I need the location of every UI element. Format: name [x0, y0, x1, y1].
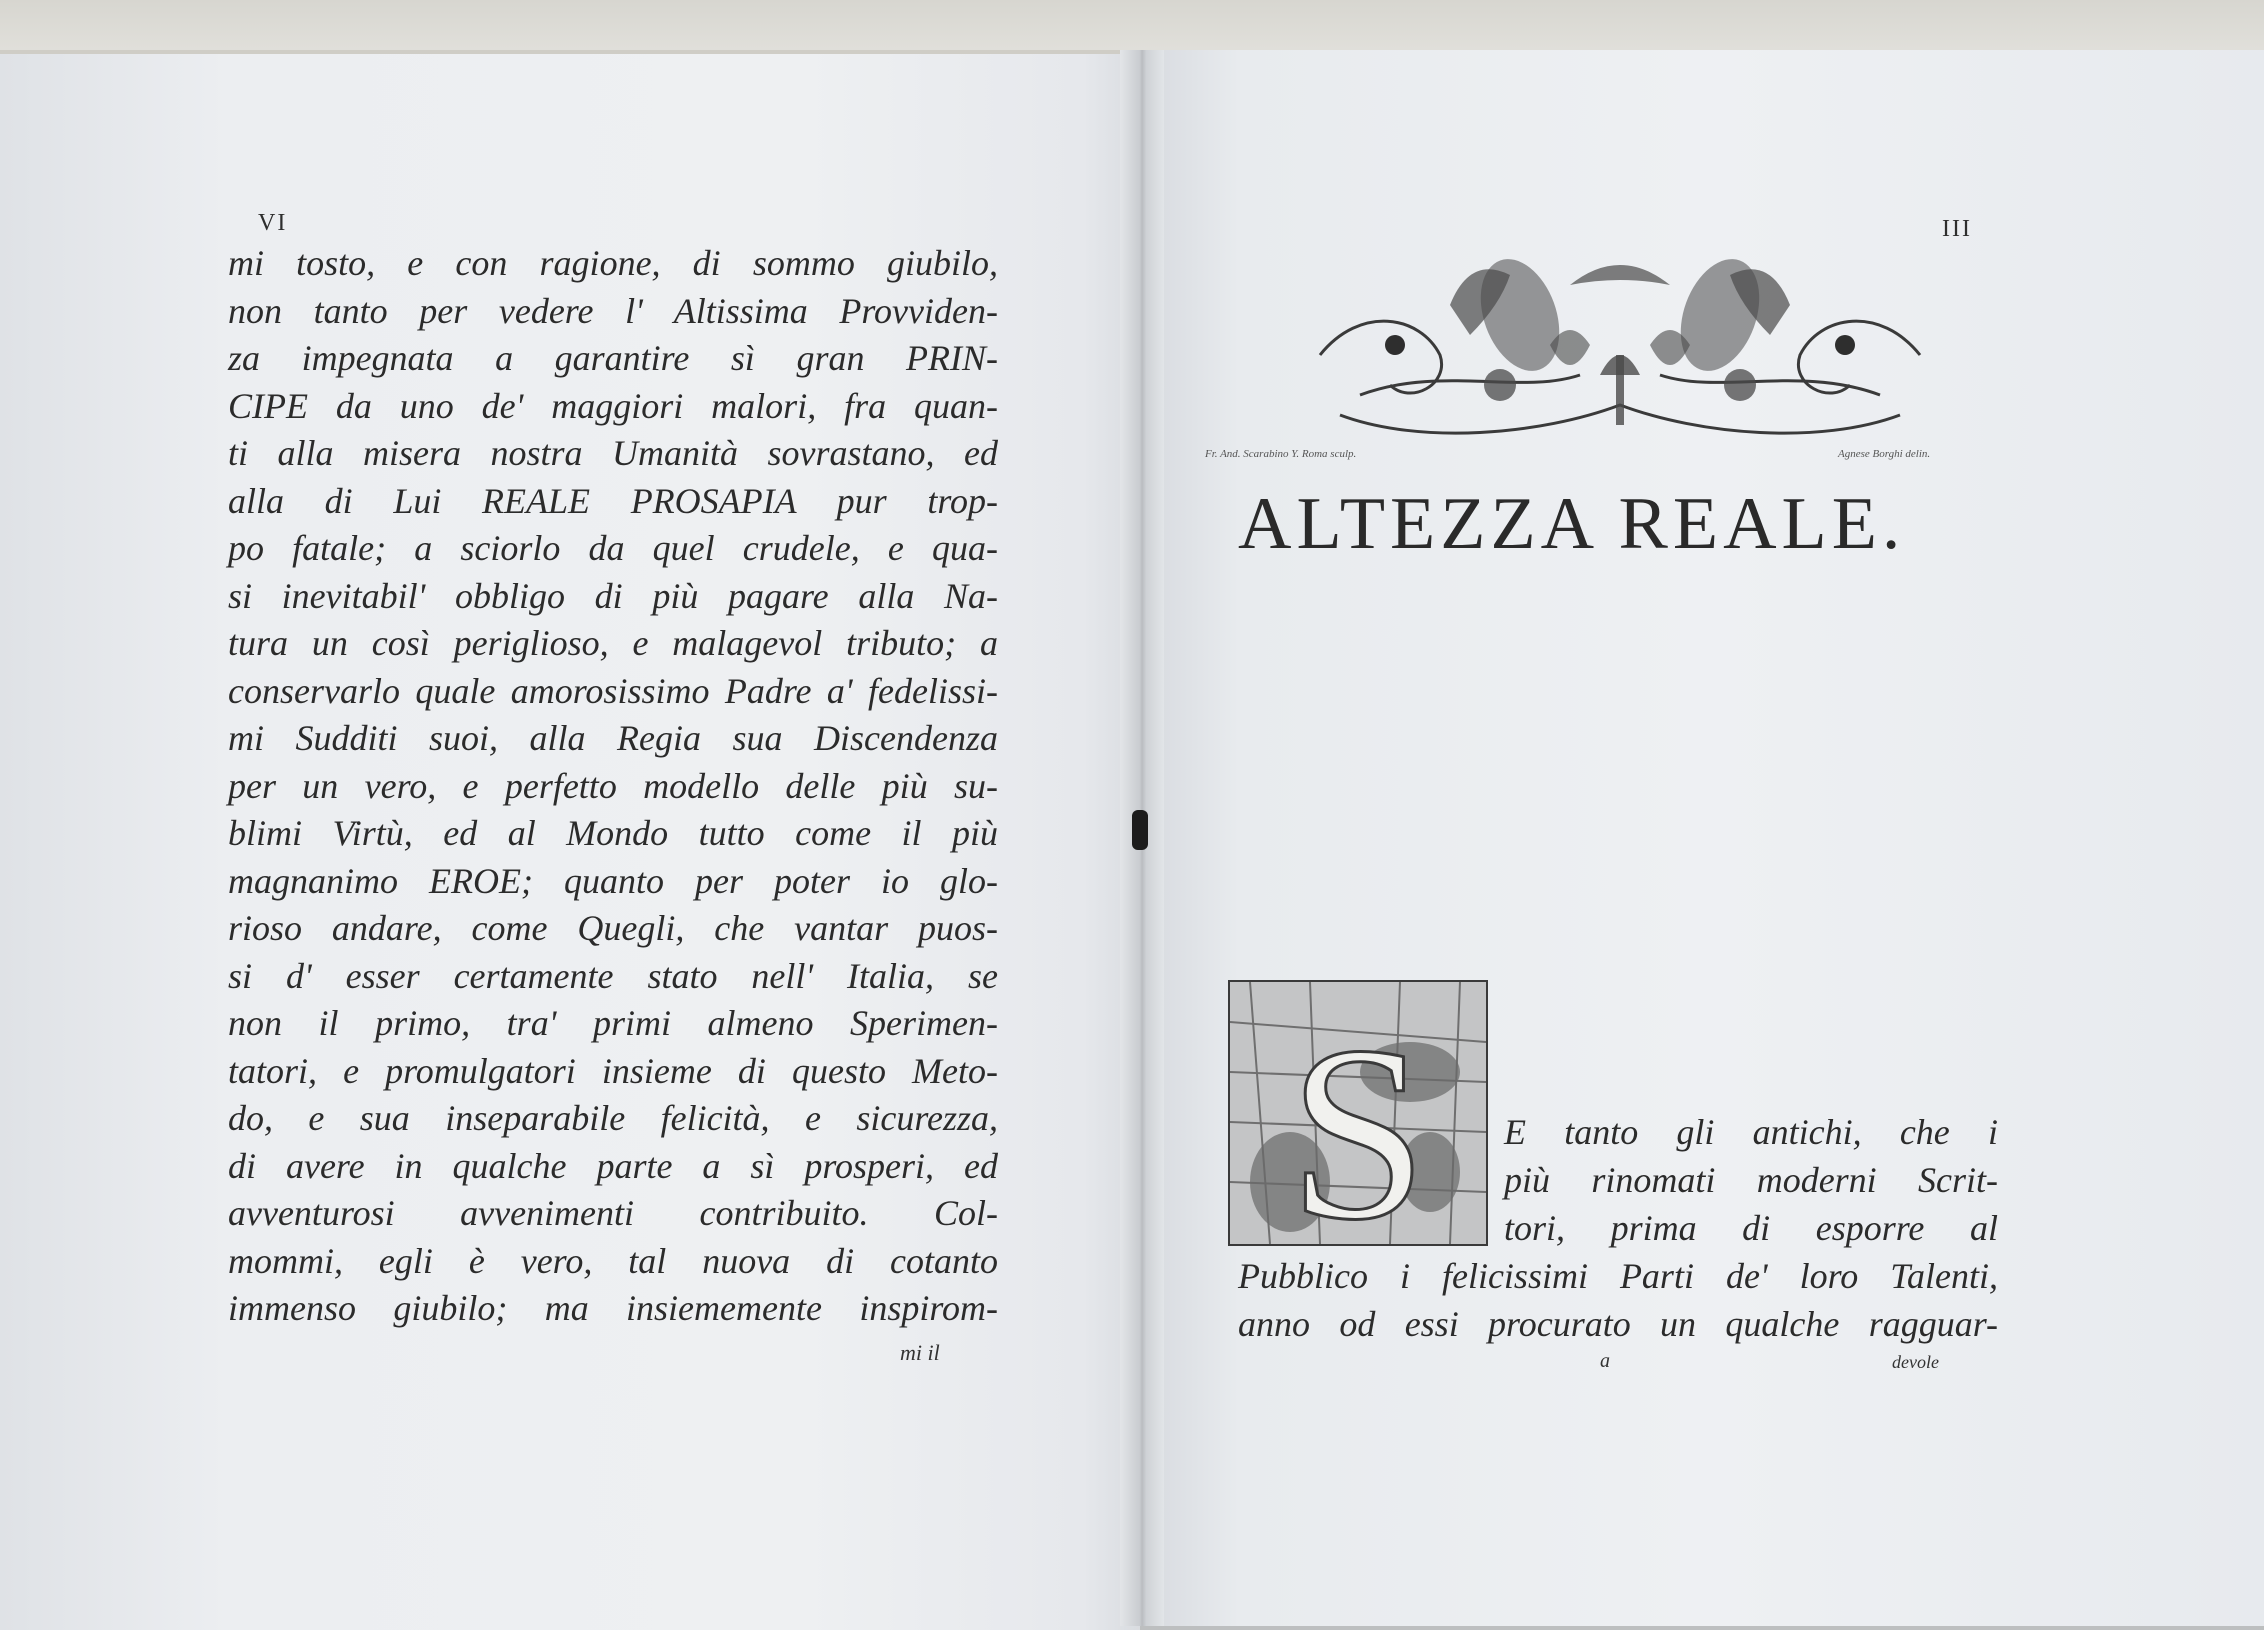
text-line: mi tosto, e con ragione, di sommo giubilo,: [228, 243, 998, 283]
text-line: po fatale; a sciorlo da quel crudele, e qua-: [228, 528, 998, 568]
page-title: ALTEZZA REALE.: [1238, 483, 1906, 565]
right-page-number: III: [1942, 216, 1972, 242]
text-line: tatori, e promulgatori insieme di questo Meto-: [228, 1050, 998, 1091]
text-line: E tanto gli antichi, che i: [1504, 1112, 1998, 1152]
text-line: tura un così periglioso, e malagevol tributo; a: [228, 623, 998, 663]
text-line: non tanto per vedere l' Altissima Provviden-: [228, 290, 998, 331]
text-line: mi Sudditi suoi, alla Regia sua Discendenza: [228, 718, 998, 758]
text-line: blimi Virtù, ed al Mondo tutto come il più: [228, 813, 998, 853]
right-catchword: devole: [1892, 1352, 1939, 1372]
signature-mark: a: [1600, 1350, 1610, 1372]
text-line: si inevitabil' obbligo di più pagare alla Na-: [228, 575, 998, 616]
text-line: za impegnata a garantire sì gran PRIN-: [228, 338, 998, 378]
drop-cap-icon: [1230, 982, 1486, 1244]
binding-thread: [1132, 810, 1148, 850]
text-line: non il primo, tra' primi almeno Sperimen-: [228, 1003, 998, 1043]
text-line: più rinomati moderni Scrit-: [1504, 1160, 1998, 1200]
drop-cap-letter: S: [1288, 995, 1428, 1244]
text-line: si d' esser certamente stato nell' Italia, se: [228, 955, 998, 996]
text-line: magnanimo EROE; quanto per poter io glo-: [228, 860, 998, 901]
left-page-text: [228, 240, 998, 1333]
text-line: ti alla misera nostra Umanità sovrastano, ed: [228, 433, 998, 473]
engraver-credit-right: Agnese Borghi delin.: [1838, 448, 1931, 460]
paragraph-full-width: [1238, 1252, 1998, 1348]
text-line: alla di Lui REALE PROSAPIA pur trop-: [228, 480, 998, 521]
text-line: per un vero, e perfetto modello delle più su-: [228, 765, 998, 806]
text-line: tori, prima di esporre al: [1504, 1208, 1998, 1248]
text-line: do, e sua inseparabile felicità, e sicurezza,: [228, 1098, 998, 1138]
text-line: conservarlo quale amorosissimo Padre a' fedelissi-: [228, 670, 998, 711]
text-line: avventurosi avvenimenti contribuito. Col-: [228, 1193, 998, 1233]
left-catchword: mi il: [900, 1340, 940, 1365]
engraver-credit-left: Fr. And. Scarabino Y. Roma sculp.: [1205, 448, 1357, 460]
text-line: Pubblico i felicissimi Parti de' loro Talenti,: [1238, 1256, 1998, 1296]
decorated-initial: [1228, 980, 1488, 1246]
headpiece-ornament-icon: [1300, 245, 1940, 455]
paragraph-beside-initial: [1504, 1108, 1998, 1252]
text-line: rioso andare, come Quegli, che vantar puos-: [228, 908, 998, 948]
text-line: mommi, egli è vero, tal nuova di cotanto: [228, 1240, 998, 1281]
left-page-number: VI: [258, 210, 288, 236]
text-line: immenso giubilo; ma insiememente inspirom-: [228, 1288, 998, 1328]
text-line: CIPE da uno de' maggiori malori, fra quan-: [228, 385, 998, 426]
text-line: anno od essi procurato un qualche ragguar-: [1238, 1304, 1998, 1344]
text-line: di avere in qualche parte a sì prosperi, ed: [228, 1145, 998, 1186]
